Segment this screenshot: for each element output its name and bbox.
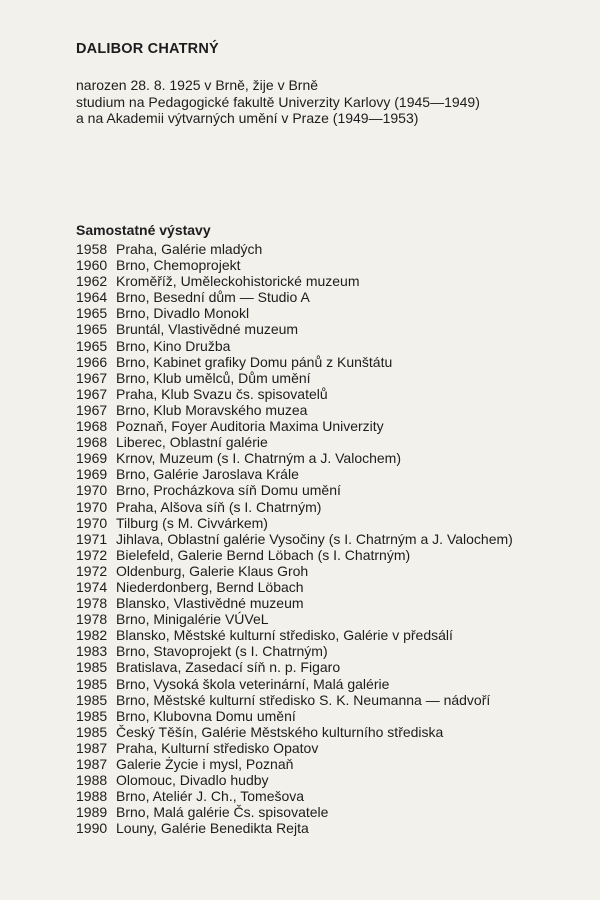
exhibition-venue: Oldenburg, Galerie Klaus Groh [116, 562, 309, 579]
exhibition-venue: Brno, Minigalérie VÚVeL [116, 611, 269, 628]
exhibition-entry [76, 370, 513, 386]
exhibition-venue: Český Těšín, Galérie Městského kulturního střediska [116, 723, 444, 740]
exhibition-year: 1990 [76, 820, 108, 837]
exhibition-venue: Jihlava, Oblastní galérie Vysočiny (s I. Chatrným a J. Valochem) [116, 530, 513, 547]
exhibition-entry [76, 466, 513, 482]
exhibition-year: 1989 [76, 804, 108, 821]
exhibition-year: 1978 [76, 611, 108, 628]
exhibition-entry [76, 820, 513, 836]
exhibition-entry [76, 241, 513, 257]
exhibition-entry [76, 659, 513, 675]
exhibition-venue: Blansko, Městské kulturní středisko, Galérie v předsálí [116, 627, 453, 644]
exhibition-year: 1970 [76, 482, 108, 499]
exhibition-venue: Brno, Ateliér J. Ch., Tomešova [116, 788, 305, 805]
exhibition-entry [76, 772, 513, 788]
exhibition-year: 1978 [76, 595, 108, 612]
exhibition-year: 1970 [76, 498, 108, 515]
exhibition-venue: Tilburg (s M. Civvárkem) [116, 514, 268, 531]
exhibition-year: 1974 [76, 578, 108, 595]
exhibition-year: 1967 [76, 385, 108, 402]
exhibition-venue: Brno, Chemoprojekt [116, 257, 241, 274]
biography [76, 77, 480, 127]
exhibition-venue: Brno, Vysoká škola veterinární, Malá galérie [116, 675, 390, 692]
exhibition-venue: Brno, Kino Družba [116, 337, 231, 354]
exhibition-entry [76, 740, 513, 756]
exhibition-venue: Bruntál, Vlastivědné muzeum [116, 321, 299, 338]
exhibition-venue: Praha, Kulturní středisko Opatov [116, 739, 319, 756]
exhibition-entry [76, 515, 513, 531]
exhibition-year: 1987 [76, 756, 108, 772]
exhibition-entry [76, 724, 513, 740]
exhibition-year: 1969 [76, 466, 108, 483]
exhibition-year: 1985 [76, 723, 108, 740]
exhibition-year: 1983 [76, 643, 108, 660]
exhibition-venue: Brno, Galérie Jaroslava Krále [116, 466, 299, 483]
exhibition-venue: Bratislava, Zasedací síň n. p. Figaro [116, 659, 341, 676]
exhibition-year: 1982 [76, 627, 108, 644]
exhibition-year: 1969 [76, 450, 108, 467]
exhibition-venue: Brno, Besední dům — Studio A [116, 289, 310, 306]
exhibition-venue: Brno, Klub umělců, Dům umění [116, 369, 311, 386]
exhibition-venue: Krnov, Muzeum (s I. Chatrným a J. Valochem) [116, 450, 402, 467]
exhibition-year: 1988 [76, 788, 108, 805]
exhibition-venue: Louny, Galérie Benedikta Rejta [116, 820, 309, 837]
exhibition-year: 1972 [76, 546, 108, 563]
exhibition-year: 1965 [76, 305, 108, 322]
exhibition-venue: Praha, Alšova síň (s I. Chatrným) [116, 498, 322, 515]
exhibition-entry [76, 305, 513, 321]
exhibition-entry [76, 499, 513, 515]
exhibition-venue: Liberec, Oblastní galérie [116, 434, 268, 451]
exhibition-venue: Brno, Klubovna Domu umění [116, 707, 296, 724]
exhibition-venue: Brno, Procházkova síň Domu umění [116, 482, 341, 499]
exhibition-venue: Galerie Życie i mysl, Poznaň [116, 756, 294, 772]
exhibition-entry [76, 547, 513, 563]
exhibition-entry [76, 563, 513, 579]
exhibition-entry [76, 788, 513, 804]
exhibition-entry [76, 418, 513, 434]
exhibition-venue: Poznaň, Foyer Auditoria Maxima Univerzity [116, 418, 384, 435]
section-heading-solo-exhibitions: Samostatné výstavy [76, 222, 211, 238]
exhibition-year: 1965 [76, 337, 108, 354]
exhibition-entry [76, 676, 513, 692]
exhibition-year: 1965 [76, 321, 108, 338]
exhibition-year: 1985 [76, 691, 108, 708]
exhibition-year: 1960 [76, 257, 108, 274]
exhibition-entry [76, 595, 513, 611]
bio-line: a na Akademii výtvarných umění v Praze (1949—1953) [76, 110, 419, 126]
exhibition-entry [76, 354, 513, 370]
exhibition-venue: Blansko, Vlastivědné muzeum [116, 595, 304, 612]
exhibition-entry [76, 386, 513, 402]
exhibition-year: 1962 [76, 273, 108, 290]
exhibition-entry [76, 273, 513, 289]
exhibition-year: 1964 [76, 289, 108, 306]
exhibition-list [76, 241, 513, 836]
exhibition-entry [76, 756, 513, 772]
exhibition-venue: Praha, Galérie mladých [116, 241, 263, 257]
exhibition-venue: Brno, Klub Moravského muzea [116, 401, 308, 418]
exhibition-year: 1971 [76, 530, 108, 547]
exhibition-venue: Brno, Malá galérie Čs. spisovatele [116, 804, 329, 821]
exhibition-entry [76, 643, 513, 659]
exhibition-entry [76, 450, 513, 466]
exhibition-year: 1985 [76, 659, 108, 676]
exhibition-year: 1967 [76, 401, 108, 418]
exhibition-venue: Brno, Divadlo Monokl [116, 305, 250, 322]
exhibition-entry [76, 434, 513, 450]
exhibition-entry [76, 627, 513, 643]
exhibition-entry [76, 531, 513, 547]
exhibition-year: 1985 [76, 707, 108, 724]
exhibition-year: 1968 [76, 418, 108, 435]
author-name: DALIBOR CHATRNÝ [76, 41, 219, 57]
exhibition-entry [76, 692, 513, 708]
exhibition-entry [76, 708, 513, 724]
bio-line: narozen 28. 8. 1925 v Brně, žije v Brně [76, 77, 319, 93]
bio-line: studium na Pedagogické fakultě Univerzity Karlovy (1945—1949) [76, 93, 480, 110]
exhibition-year: 1966 [76, 353, 108, 370]
exhibition-year: 1967 [76, 369, 108, 386]
exhibition-venue: Brno, Městské kulturní středisko S. K. Neumanna — nádvoří [116, 691, 491, 708]
exhibition-entry [76, 611, 513, 627]
exhibition-venue: Brno, Kabinet grafiky Domu pánů z Kunštátu [116, 353, 393, 370]
exhibition-year: 1958 [76, 241, 108, 257]
exhibition-year: 1985 [76, 675, 108, 692]
exhibition-venue: Olomouc, Divadlo hudby [116, 772, 269, 789]
exhibition-entry [76, 402, 513, 418]
exhibition-venue: Praha, Klub Svazu čs. spisovatelů [116, 385, 328, 402]
exhibition-venue: Kroměříž, Uměleckohistorické muzeum [116, 273, 360, 290]
exhibition-entry [76, 482, 513, 498]
exhibition-year: 1988 [76, 772, 108, 789]
exhibition-entry [76, 579, 513, 595]
exhibition-entry [76, 257, 513, 273]
exhibition-year: 1970 [76, 514, 108, 531]
exhibition-year: 1968 [76, 434, 108, 451]
exhibition-entry [76, 289, 513, 305]
exhibition-venue: Niederdonberg, Bernd Löbach [116, 578, 304, 595]
exhibition-entry [76, 804, 513, 820]
exhibition-year: 1972 [76, 562, 108, 579]
exhibition-entry [76, 321, 513, 337]
exhibition-entry [76, 338, 513, 354]
exhibition-venue: Brno, Stavoprojekt (s I. Chatrným) [116, 643, 328, 660]
exhibition-venue: Bielefeld, Galerie Bernd Löbach (s I. Chatrným) [116, 546, 411, 563]
exhibition-year: 1987 [76, 739, 108, 756]
